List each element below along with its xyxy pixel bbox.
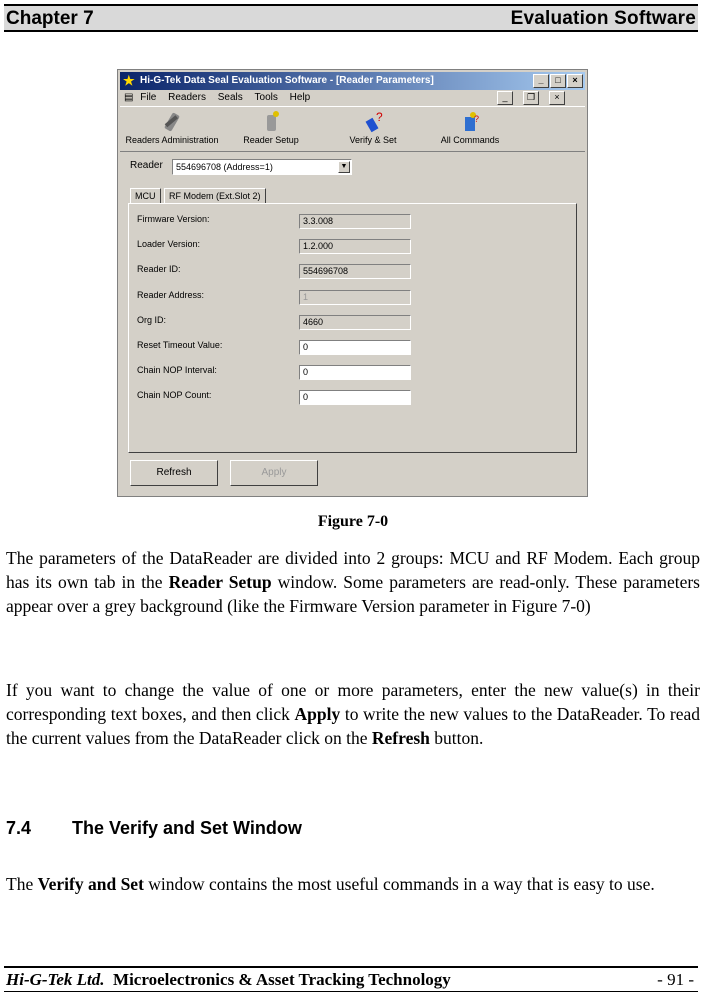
section-label: Evaluation Software [510,8,696,29]
param-reset-timeout-input[interactable]: 0 [299,340,411,355]
p2-text-c: to write the new values to the DataReader. To read the current values from the DataReader click on the [6,704,700,748]
param-label-reader-id: Reader ID: [137,264,181,274]
param-reader-id-field: 554696708 [299,264,411,279]
footer-company: Hi-G-Tek Ltd. [6,970,105,989]
toolbar [120,106,585,152]
chapter-label: Chapter 7 [6,8,94,29]
paragraph-1 [6,546,700,618]
param-label-firmware: Firmware Version: [137,214,210,224]
dropdown-arrow-icon[interactable]: ▼ [338,161,350,173]
reader-setup-label: Reader Setup [243,135,299,145]
param-label-chain-nop-count: Chain NOP Count: [137,390,212,400]
section-number: 7.4 [6,818,32,838]
param-reader-address-field: 1 [299,290,411,305]
window-titlebar [120,72,585,90]
p3-text-a: The [6,874,38,894]
all-commands-icon [457,109,483,135]
param-label-loader: Loader Version: [137,239,201,249]
footer-page-number: - 91 - [657,970,694,989]
p2-text-e: button. [429,728,484,748]
param-chain-nop-interval-input[interactable]: 0 [299,365,411,380]
mdi-doc-icon: ▤ [124,92,134,103]
menubar [120,90,585,106]
section-title: The Verify and Set Window [72,818,302,838]
child-close-icon[interactable]: × [549,91,565,105]
all-commands-label: All Commands [440,135,500,145]
tab-mcu[interactable]: MCU [130,188,161,204]
p2-bold-apply: Apply [294,704,341,724]
params-panel [128,203,577,453]
child-restore-icon[interactable]: ❐ [523,91,539,105]
apply-button[interactable]: Apply [230,460,318,486]
paragraph-2 [6,678,700,750]
tab-rf-modem[interactable]: RF Modem (Ext.Slot 2) [164,188,266,204]
reader-setup-button[interactable] [236,109,306,145]
p1-text-a: The parameters of the DataReader are divided into 2 groups: MCU and RF Modem. Each group has its own tab in the [6,548,700,592]
reader-select-value: 554696708 (Address=1) [176,162,273,172]
menu-tools[interactable]: Tools [254,92,278,103]
footer-left [6,970,451,990]
app-window-screenshot [117,69,588,497]
figure-caption: Figure 7-0 [317,513,389,530]
page-header [4,4,698,32]
verify-set-button[interactable] [338,109,408,145]
verify-set-icon [360,109,386,135]
readers-admin-button[interactable] [122,109,222,145]
p3-text-c: window contains the most useful commands in a way that is easy to use. [143,874,655,894]
refresh-button[interactable]: Refresh [130,460,218,486]
menu-readers[interactable]: Readers [168,92,206,103]
footer-tagline: Microelectronics & Asset Tracking Technology [113,970,451,989]
verify-set-label: Verify & Set [349,135,397,145]
minimize-icon[interactable]: _ [533,74,549,88]
svg-text:?: ? [474,114,480,124]
paragraph-3 [6,872,700,896]
param-label-org-id: Org ID: [137,315,167,325]
p2-bold-refresh: Refresh [371,728,430,748]
app-star-icon: ★ [123,73,135,88]
param-label-reader-address: Reader Address: [137,290,205,300]
reader-select[interactable] [172,159,352,175]
param-label-reset-timeout: Reset Timeout Value: [137,340,223,350]
param-firmware-field: 3.3.008 [299,214,411,229]
p1-bold-reader-setup: Reader Setup [168,572,272,592]
reader-label: Reader [130,160,163,171]
p3-bold-verify-set: Verify and Set [37,874,144,894]
section-heading [6,818,302,839]
svg-text:?: ? [376,110,383,124]
page-footer [4,966,698,992]
menu-help[interactable]: Help [289,92,311,103]
maximize-icon[interactable]: □ [550,74,566,88]
param-chain-nop-count-input[interactable]: 0 [299,390,411,405]
child-minimize-icon[interactable]: _ [497,91,513,105]
menu-file[interactable]: File [140,92,157,103]
close-icon[interactable]: × [567,74,583,88]
menu-seals[interactable]: Seals [217,92,243,103]
reader-setup-icon [258,109,284,135]
p1-text-c: window. Some parameters are read-only. These parameters appear over a grey background (like the Firmware Version parameter in Figure 7-0) [6,572,700,616]
param-org-id-field: 4660 [299,315,411,330]
readers-admin-label: Readers Administration [125,135,219,145]
param-label-chain-nop-interval: Chain NOP Interval: [137,365,217,375]
readers-admin-icon [159,109,185,135]
all-commands-button[interactable] [436,109,504,145]
window-title: Hi-G-Tek Data Seal Evaluation Software - [Reader Parameters] [140,75,434,86]
p2-text-a: If you want to change the value of one or more parameters, enter the new value(s) in their corresponding text boxes, and then click [6,680,700,724]
param-loader-field: 1.2.000 [299,239,411,254]
